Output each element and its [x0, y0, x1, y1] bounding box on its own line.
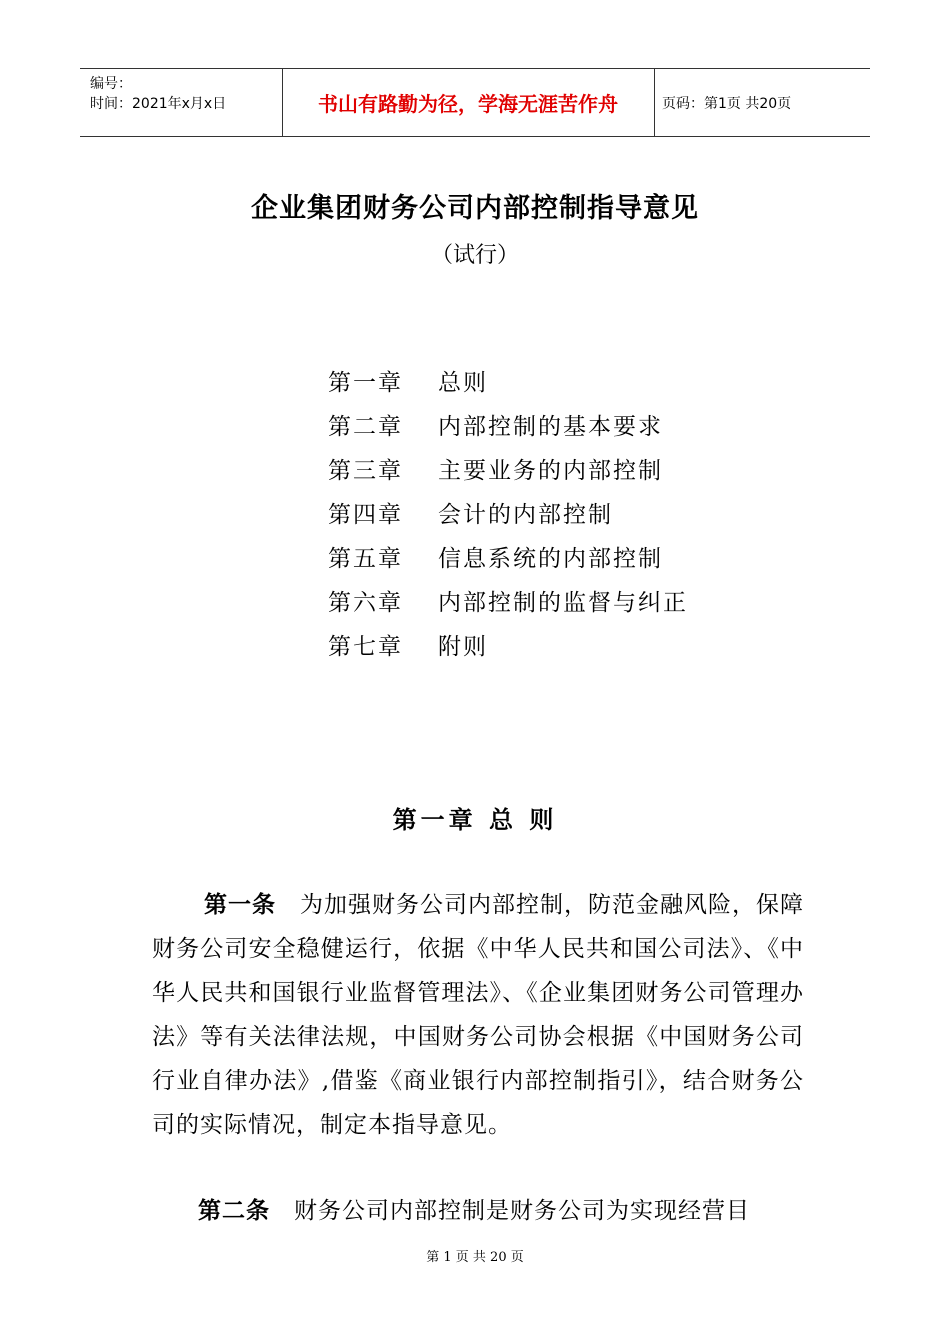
article-label: 第一条 [204, 892, 276, 918]
toc-chapter-name: 会计的内部控制 [438, 502, 613, 528]
article-text: 为加强财务公司内部控制，防范金融风险，保障财务公司安全稳健运行，依据《中华人民共和国公司法》、《中华人民共和国银行业监督管理法》、《企业集团财务公司管理办法》等有关法律法规，中国财务公司协会根据《中国财务公司行业自律办法》,借鉴《商业银行内部控制指引》，结合财务公司的实际情况，制定本指导意见。 [152, 892, 804, 1138]
header-page-info: 页码：第1页 共20页 [662, 95, 792, 112]
toc-chapter-name: 内部控制的基本要求 [438, 414, 663, 440]
article-paragraph [152, 1189, 804, 1233]
toc-item [328, 540, 688, 584]
toc-chapter-name: 总则 [438, 370, 488, 396]
toc-item [328, 496, 688, 540]
article-text: 财务公司内部控制是财务公司为实现经营目 [294, 1198, 750, 1224]
document-subtitle: （试行） [430, 243, 519, 268]
toc-chapter-name: 主要业务的内部控制 [438, 458, 663, 484]
page-header [80, 68, 870, 137]
toc-item [328, 408, 688, 452]
toc-item [328, 452, 688, 496]
toc-item [328, 628, 688, 672]
toc-chapter: 第五章 [328, 546, 403, 572]
toc-chapter-name: 信息系统的内部控制 [438, 546, 663, 572]
toc-chapter: 第一章 [328, 370, 403, 396]
header-divider [654, 69, 655, 136]
toc-chapter: 第七章 [328, 634, 403, 660]
time-label: 时间：2021年x月x日 [90, 96, 227, 112]
number-label: 编号： [90, 76, 132, 92]
toc-item [328, 584, 688, 628]
toc-item [328, 364, 688, 408]
toc-chapter-name: 附则 [438, 634, 488, 660]
header-motto: 书山有路勤为径，学海无涯苦作舟 [318, 92, 618, 116]
article-paragraph [152, 883, 804, 1147]
toc-chapter: 第三章 [328, 458, 403, 484]
toc-chapter: 第四章 [328, 502, 403, 528]
table-of-contents [328, 364, 688, 672]
document-title: 企业集团财务公司内部控制指导意见 [251, 193, 699, 224]
header-meta [80, 69, 280, 136]
toc-chapter-name: 内部控制的监督与纠正 [438, 590, 688, 616]
toc-chapter: 第二章 [328, 414, 403, 440]
toc-chapter: 第六章 [328, 590, 403, 616]
chapter-heading: 第一章 总 则 [392, 806, 558, 834]
page-footer: 第 1 页 共 20 页 [426, 1250, 524, 1265]
article-label: 第二条 [198, 1198, 270, 1224]
